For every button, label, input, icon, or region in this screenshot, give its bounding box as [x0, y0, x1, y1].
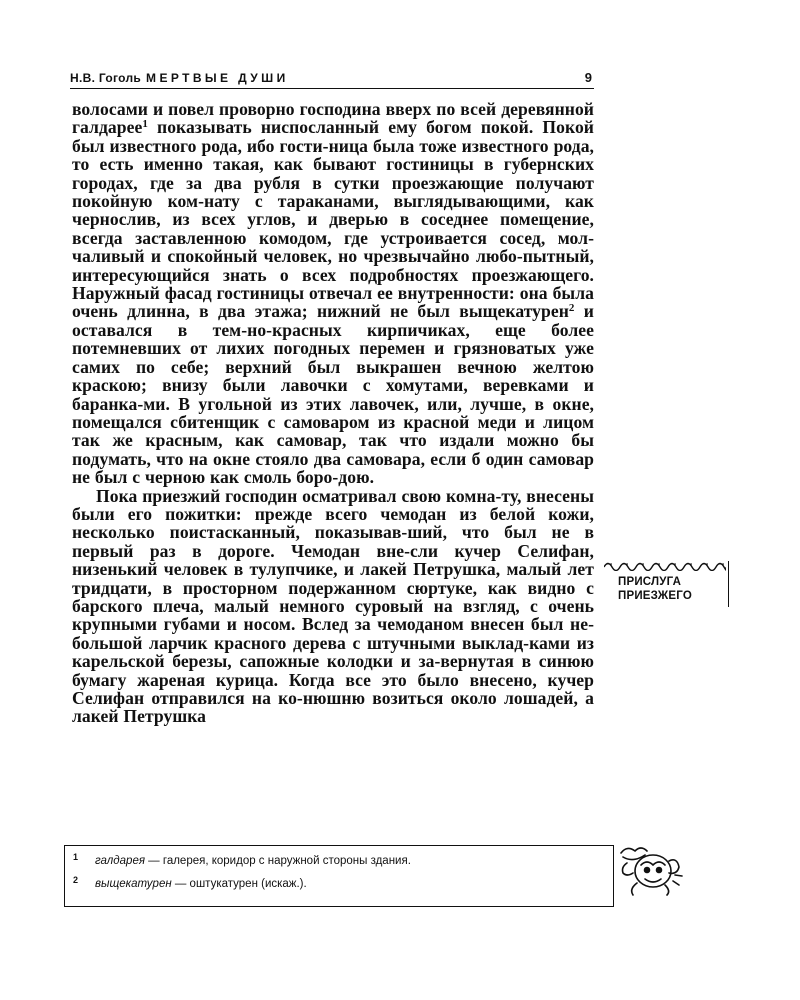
footnote-1: [65, 852, 605, 871]
footnote-ref-1: 1: [142, 118, 148, 131]
footnote-term: галдарея: [95, 855, 145, 867]
margin-note-line-1: ПРИСЛУГА: [618, 576, 682, 588]
paragraph-1: [72, 100, 594, 487]
footnote-marker: 2: [73, 875, 79, 885]
running-header: [70, 70, 594, 89]
decorative-illustration: [615, 843, 685, 897]
footnote-term: выщекатурен: [95, 878, 172, 890]
footnote-2: [65, 875, 605, 894]
margin-note-line-2: ПРИЕЗЖЕГО: [618, 590, 692, 602]
page-number: 9: [584, 70, 592, 85]
footnotes-box: [64, 845, 614, 907]
main-text: [72, 100, 594, 726]
book-title: МЕРТВЫЕ ДУШИ: [146, 71, 289, 85]
footnote-ref-2: 2: [568, 302, 575, 315]
ornament-border: [604, 561, 726, 571]
footnote-marker: 1: [73, 852, 79, 862]
footnote-definition: — галерея, коридор с наружной стороны здания.: [144, 855, 411, 867]
margin-note-label: [618, 575, 724, 603]
paragraph-1-part-1: волосами и повел проворно господина вверх по всей деревянной галдарее: [72, 99, 594, 138]
author-name: Н.В. Гоголь: [70, 71, 142, 85]
footnote-text: [95, 855, 411, 867]
footnote-definition: — оштукатурен (искаж.).: [171, 878, 307, 890]
paragraph-1-part-3: и оставался в тем-но-красных кирпичиках, еще более потемневших от лихих погодных перемен и грязноватых уже самих по себе; верхний был выкрашен вечною желтою краскою; внизу были лавочки с хомутами, веревками и баранка-ми. В угольной из этих лавочек, или, лучше, в окне, помещался сбитенщик с самоваром из красной меди и лицом так же красным, как самовар, так что издали можно бы подумать, что на окне стояло два самовара, если б один самовар не был с черною как смоль боро-дою.: [72, 301, 594, 488]
margin-note: [604, 561, 729, 607]
paragraph-2: Пока приезжий господин осматривал свою комна-ту, внесены были его пожитки: прежде всего чемодан из белой кожи, несколько поистасканный, показывав-ший, что был не в первый раз в дороге. Чемодан вне-сли кучер Селифан, низенький человек в тулупчике, и лакей Петрушка, малый лет тридцати, в просторном подержанном сюртуке, как видно с барского плеча, малый немного суровый на взгляд, с очень крупными губами и носом. Вслед за чемоданом внесен был не-большой ларчик красного дерева с штучными выклад-ками из карельской березы, сапожные колодки и за-вернутая в синюю бумагу жареная курица. Когда все это было внесено, кучер Селифан отправился на ко-нюшню возиться около лошадей, а лакей Петрушка: [72, 485, 594, 727]
footnote-text: [95, 878, 307, 890]
paragraph-1-part-2: показывать ниспосланный ему богом покой. Покой был известного рода, ибо гости-ница была тоже известного рода, то есть именно такая, как бывают гостиницы в губернских городах, где за два рубля в сутки проезжающие получают покойную ком-нату с тараканами, выглядывающими, как чернослив, из всех углов, и дверью в соседнее помещение, всегда заставленною комодом, где устроивается сосед, мол-чаливый и спокойный человек, но чрезвычайно любо-пытный, интересующийся знать о всех подробностях проезжающего. Наружный фасад гостиницы отвечал ее внутренности: она была очень длинна, в два этажа; нижний не был выщекатурен: [72, 117, 594, 322]
